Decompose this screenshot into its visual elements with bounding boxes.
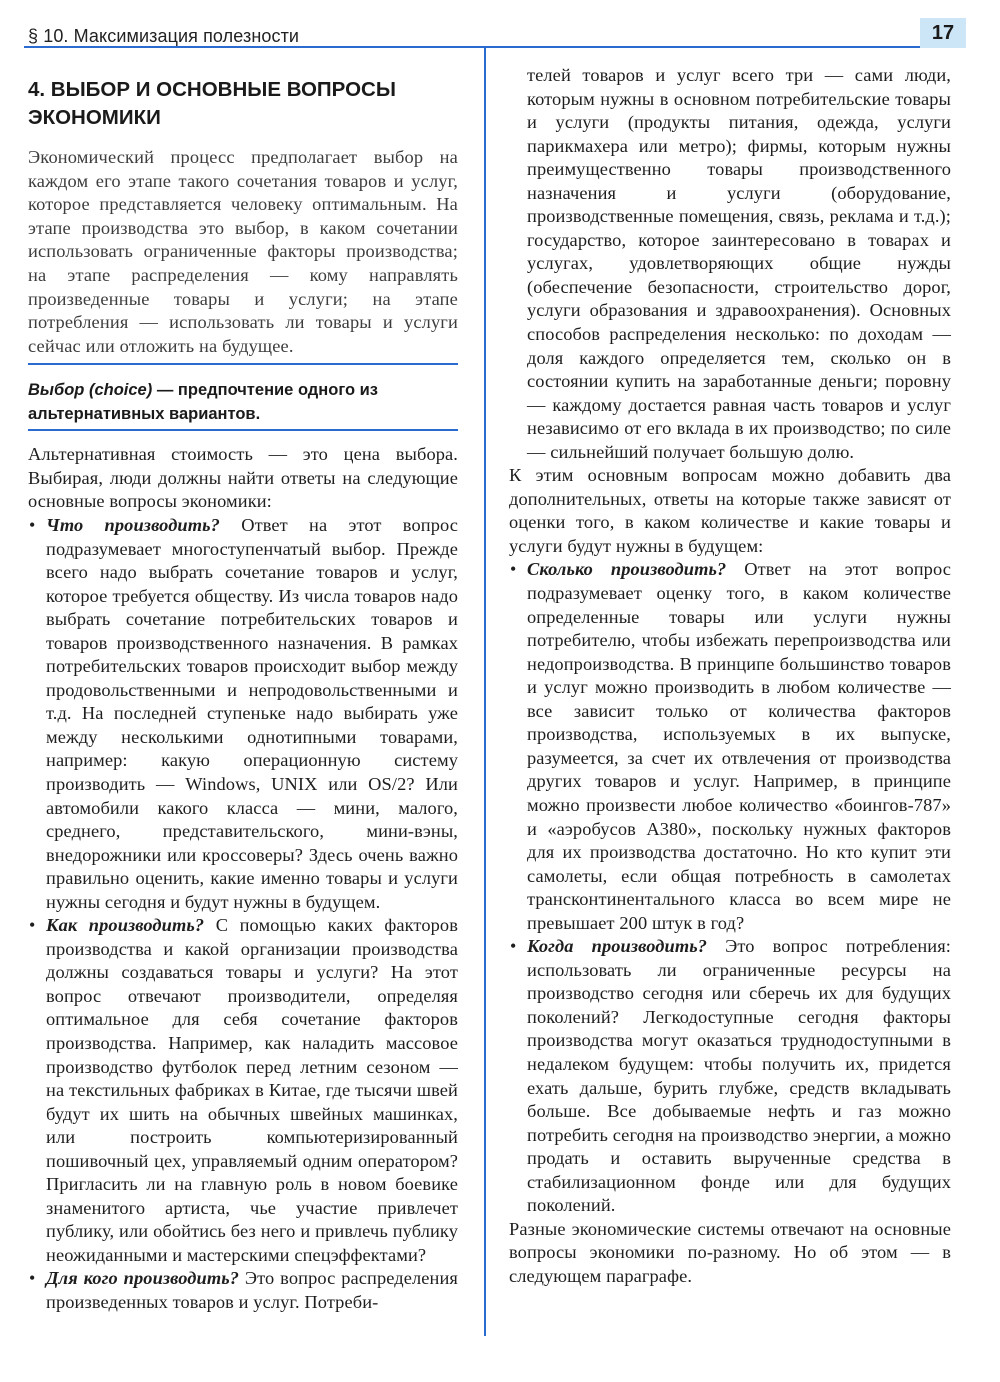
definition-box (28, 378, 458, 426)
list-item (509, 558, 951, 935)
question-how-much-text: Ответ на этот вопрос подразумевает оценку того, в каком количестве определенные товары или услуги нужны потребителю, чтобы избежать перепроизводства или недопроизводства. В принципе большинство товаров и услуг можно производить в любом количестве — все зависит только от количества факторов производства, используемых в их выпуске, разумеется, за счет их отвлечения от производства других товаров и услуг. Например, в принципе можно произвести любое количество «боингов-787» и «аэробусов А380», поскольку нужных факторов для их производства достаточно. Но кто купит эти самолеты, если общая потребность в самолетах трансконтинентального класса во всем мире не превышает 200 штук в год? (527, 559, 951, 933)
right-column (509, 64, 951, 1288)
section-heading-line2: ЭКОНОМИКИ (28, 106, 161, 129)
closing-paragraph: Разные экономические системы отвечают на основные вопросы экономики по-разному. Но об этом — в следующем параграфе. (509, 1218, 951, 1286)
running-header-title: § 10. Максимизация полезности (28, 26, 300, 46)
bullet-icon: • (510, 936, 517, 957)
list-item (509, 935, 951, 1218)
question-for-whom-text: Это вопрос распределения произведенных товаров и услуг. Потреби- (46, 1268, 458, 1313)
section-heading-line1: 4. ВЫБОР И ОСНОВНЫЕ ВОПРОСЫ (28, 78, 396, 101)
definition-term: Выбор (choice) (28, 381, 153, 400)
left-column (28, 76, 458, 1315)
question-how: Как производить? (46, 915, 205, 936)
page-number: 17 (920, 18, 966, 48)
question-how-much: Сколько производить? (527, 559, 727, 580)
alternative-cost-paragraph: Альтернативная стоимость — это цена выбора. Выбирая, люди должны найти ответы на следующие основные вопросы экономики: (28, 444, 458, 512)
question-for-whom-continuation: телей товаров и услуг всего три — сами люди, которым нужны в основном потребительские товары и услуги (продукты питания, одежда, услуги парикмахера или метро); фирмы, которым нужны преимущественно товары производственного назначения и услуги (оборудование, производственные помещения, связь, реклама и т.д.); государство, которое заинтересовано в товарах и услугах, удовлетворяющих общие нужды (обеспечение безопасности, строительство дорог, услуги образования и здравоохранения). Основных способов распределения несколько: по доходам — доля каждого определяется тем, сколько он в состоянии купить на заработанные деньги; поровну — каждому достается равная часть товаров и услуг независимо от его вклада в их производство; по силе — сильнейший получает большую долю. (527, 65, 951, 462)
column-divider (484, 46, 486, 1336)
question-when: Когда производить? (527, 936, 708, 957)
question-what-text: Ответ на этот вопрос подразумевает многоступенчатый выбор. Прежде всего надо выбрать сочетание товаров и услуг, которое требуется обществу. Из числа товаров надо выбрать сочетание потребительских товаров и товаров производственного назначения. В рамках потребительских товаров происходит выбор между продовольственными и непродовольственными и т.д. На последней ступеньке надо выбирать уже между несколькими однотипными товарами, например: какую операционную систему производить — Windows, UNIX или OS/2? Или автомобили какого класса — мини, малого, среднего, представительского, мини-вэны, внедорожники или кроссоверы? Здесь очень важно правильно оценить, какие именно товары и услуги нужны сегодня и будут нужны в будущем. (46, 514, 459, 912)
list-item (28, 1267, 458, 1314)
question-how-text: С помощью каких факторов производства и какой организации производства должны создаваться товары и услуги? На этот вопрос отвечают производители, определяя оптимальное для себя сочетание факторов производства. Например, как наладить массовое производство футболок перед летним сезоном — на текстильных фабриках в Китае, где тысячи швей будут их шить на обычных швейных машинках, или построить компьютеризированный пошивочный цех, управляемый одним оператором? Пригласить ли на главную роль в новом боевике знаменитого артиста, чье участие привлечет публику, или обойтись без него и привлечь публику неожиданными и мастерскими спецэффектами? (46, 915, 458, 1265)
additional-questions-list (509, 558, 951, 1217)
list-item (28, 514, 458, 914)
additional-questions-paragraph: К этим основным вопросам можно добавить два дополнительных, ответы на которые также зависят от оценки того, в каком количестве и какие товары и услуги будут нужны в будущем: (509, 465, 951, 556)
questions-list (28, 514, 458, 1315)
intro-paragraph: Экономический процесс предполагает выбор на каждом его этапе такого сочетания товаров и услуг, которое представляется человеку оптимальным. На этапе производства это выбор, в каком сочетании использовать ограниченные факторы производства; на этапе распределения — кому направлять произведенные товары и услуги; на этапе потребления — использовать ли товары и услуги сейчас или отложить на будущее. (28, 147, 458, 356)
list-item (28, 914, 458, 1267)
bullet-icon: • (29, 915, 36, 936)
section-heading (28, 76, 458, 132)
bullet-icon: • (510, 559, 517, 580)
question-when-text: Это вопрос потребления: использовать ли ограниченные ресурсы на производство сегодня или сберечь их для будущих поколений? Легкодоступные сегодня факторы производства могут оказаться труднодоступными в недалеком будущем: чтобы получить их, придется ехать дальше, бурить глубже, средств вкладывать больше. Все добываемые нефть и газ можно потребить сегодня на производство энергии, а можно продать и оставить вырученные средства в стабилизационном фонде или для будущих поколений. (527, 936, 951, 1216)
definition-text: — предпочтение одного из альтернативных вариантов. (28, 381, 378, 424)
header-rule (24, 46, 922, 48)
question-what: Что производить? (46, 514, 220, 535)
definition-rule (28, 429, 458, 431)
bullet-icon: • (29, 1268, 36, 1289)
question-for-whom: Для кого производить? (46, 1268, 240, 1289)
intro-rule (28, 363, 458, 365)
bullet-icon: • (29, 514, 36, 535)
